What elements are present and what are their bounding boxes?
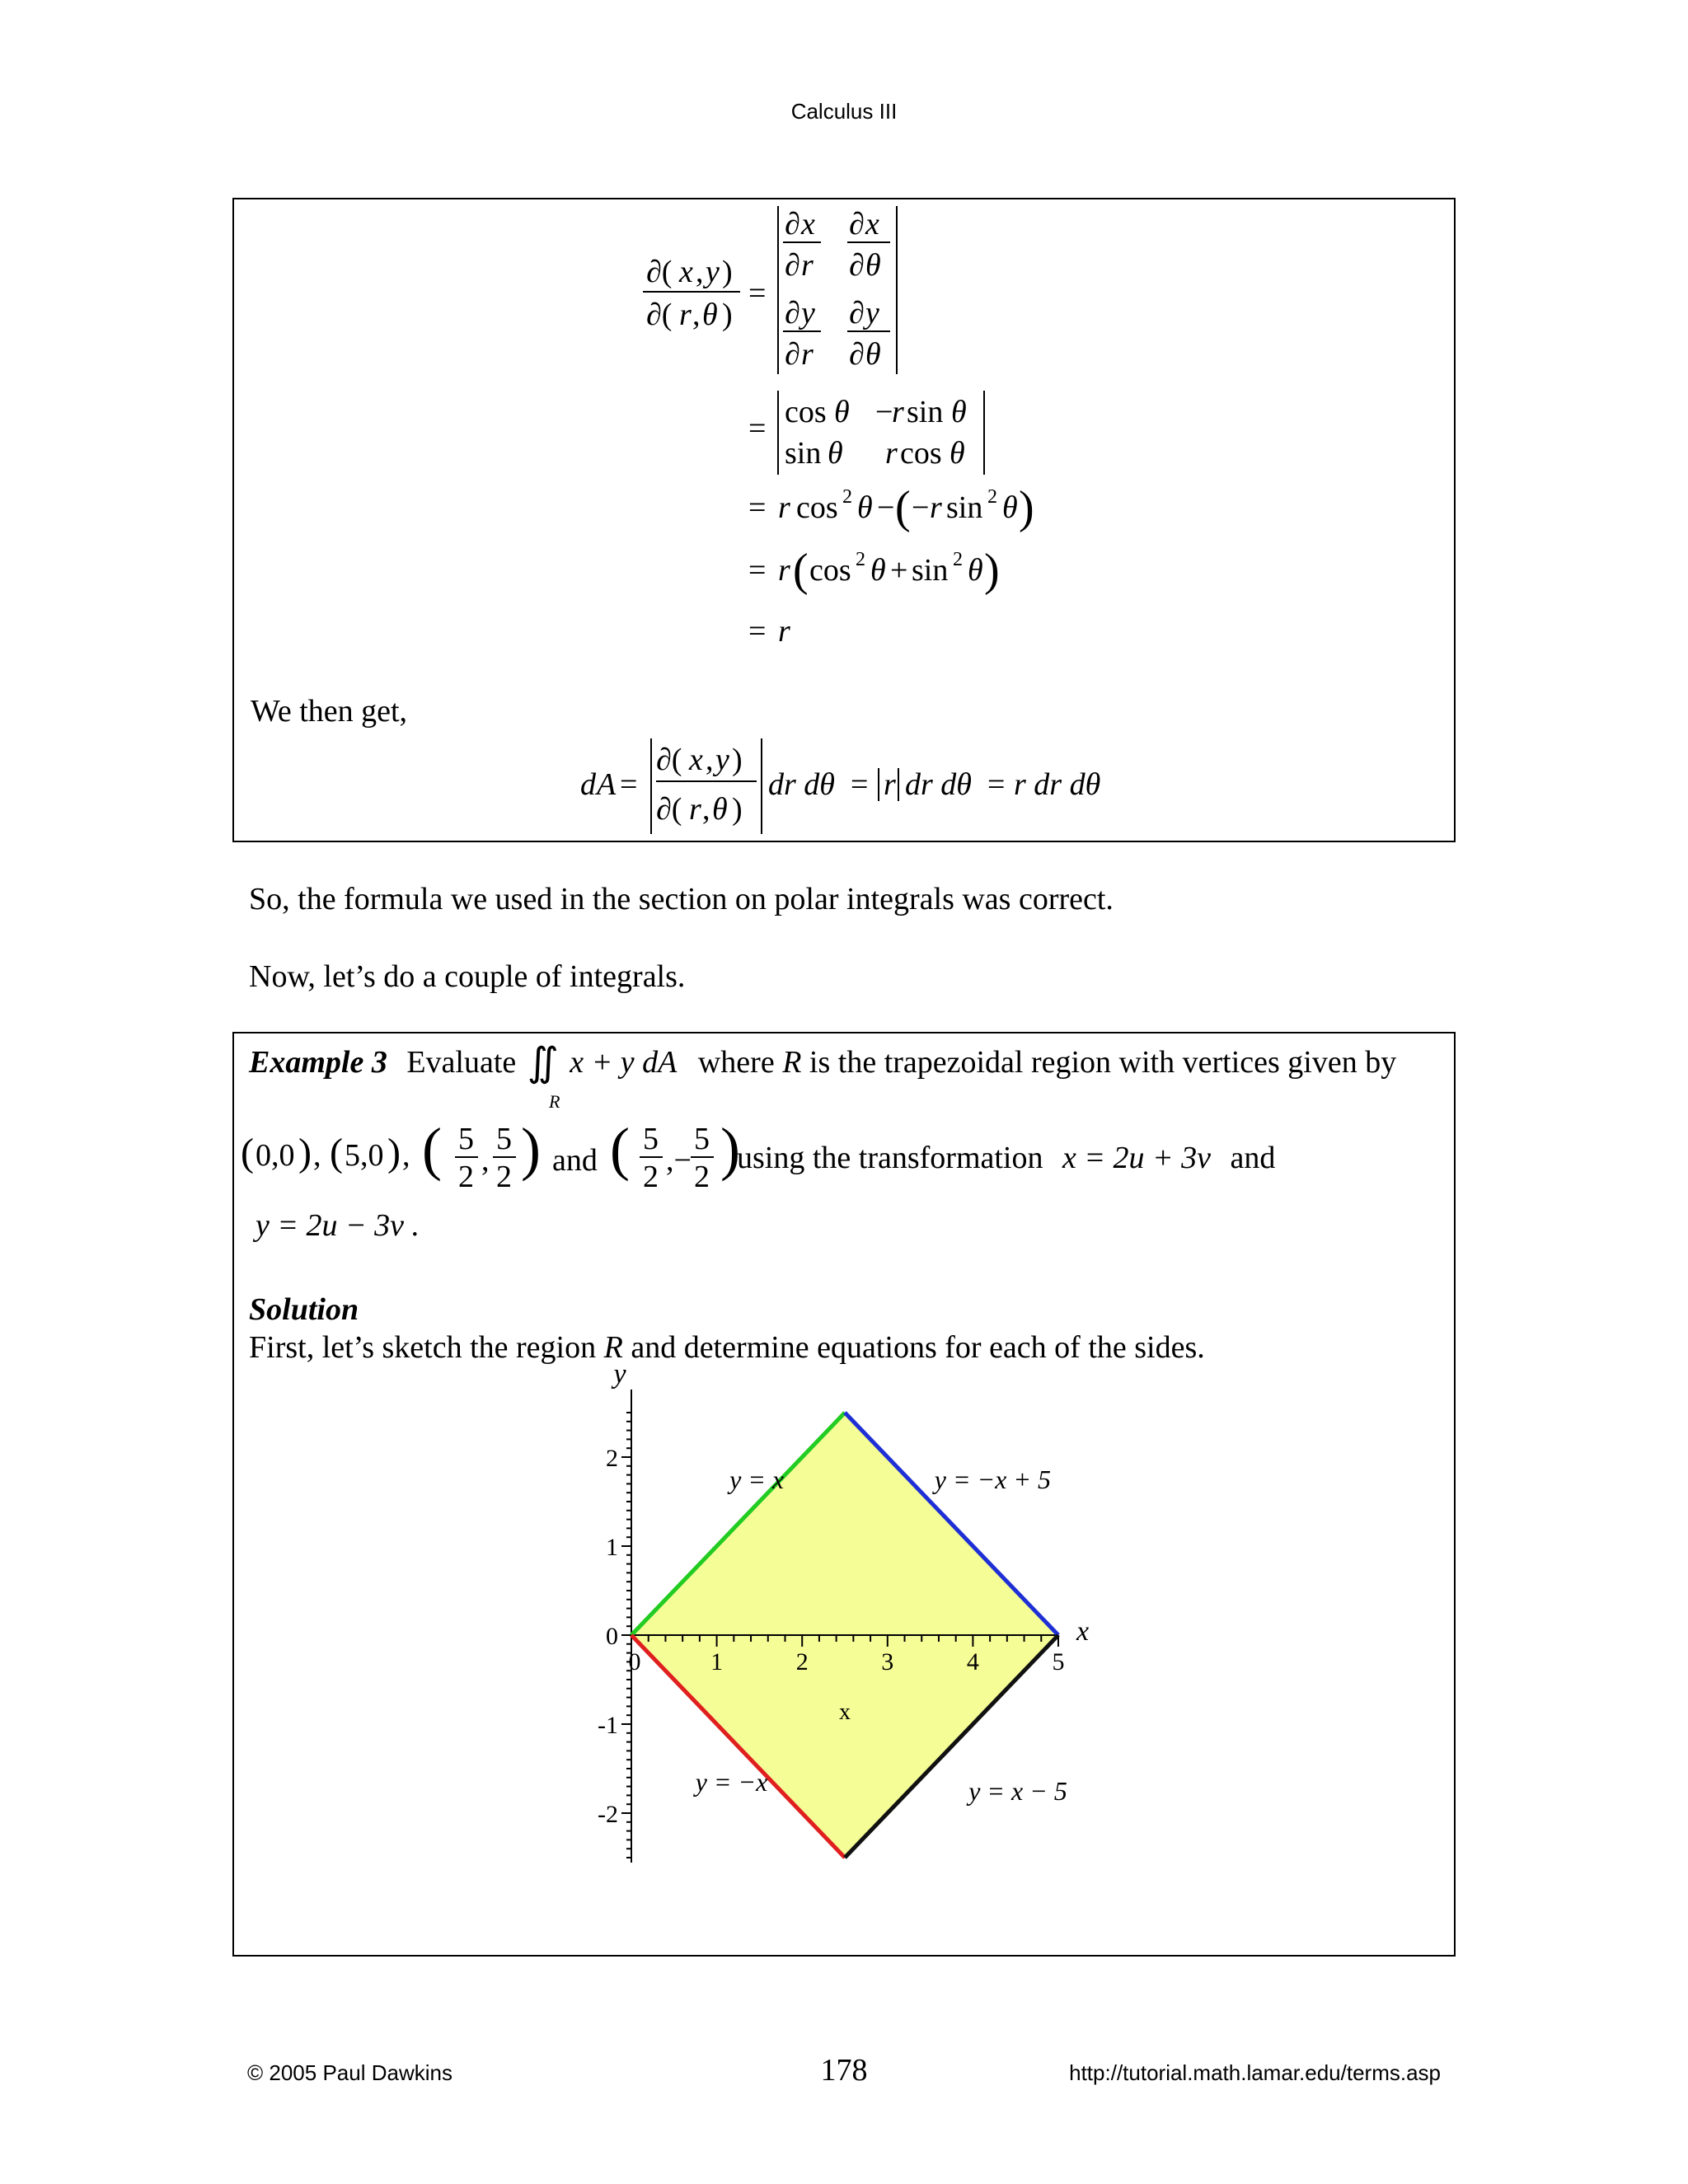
solution-heading: Solution xyxy=(249,1292,359,1327)
svg-text:,: , xyxy=(692,298,701,332)
svg-text:sin: sin xyxy=(785,436,822,471)
svg-text:2: 2 xyxy=(953,549,963,570)
footer-url[interactable]: http://tutorial.math.lamar.edu/terms.asp xyxy=(1069,2060,1441,2085)
x-axis-name: x xyxy=(1076,1616,1090,1647)
svg-text:x: x xyxy=(689,743,703,777)
svg-text:(: ( xyxy=(422,1116,442,1182)
svg-text:2: 2 xyxy=(643,1160,659,1194)
svg-text:): ) xyxy=(732,792,743,827)
svg-text:r: r xyxy=(885,436,898,471)
svg-text:=: = xyxy=(748,490,767,525)
y-axis-name: y xyxy=(613,1359,626,1390)
svg-text:y: y xyxy=(865,296,879,330)
x-tick-label: 5 xyxy=(1052,1648,1065,1675)
svg-text:θ: θ xyxy=(834,395,850,429)
svg-text:θ: θ xyxy=(1002,490,1018,525)
svg-text:=: = xyxy=(748,411,767,446)
svg-text:r: r xyxy=(801,337,814,372)
svg-text:r: r xyxy=(892,395,904,429)
svg-text:r: r xyxy=(679,298,692,332)
paragraph-polar-correct: So, the formula we used in the section on polar integrals was correct. xyxy=(249,882,1114,916)
svg-text:∂(: ∂( xyxy=(656,792,682,827)
svg-text:0,0: 0,0 xyxy=(256,1138,295,1173)
svg-text:r: r xyxy=(689,792,701,827)
svg-text:θ: θ xyxy=(870,553,886,588)
page-header: Calculus III xyxy=(790,99,898,124)
integral-subscript-r: R xyxy=(549,1091,560,1112)
svg-text:=: = xyxy=(748,553,767,588)
svg-text:∂: ∂ xyxy=(849,207,865,241)
where-text: where xyxy=(697,1045,775,1080)
svg-text:2: 2 xyxy=(842,486,852,508)
evaluate-text: Evaluate xyxy=(406,1045,517,1080)
svg-text:−: − xyxy=(875,395,893,429)
svg-text:5: 5 xyxy=(643,1122,659,1156)
y-tick-label: -2 xyxy=(598,1801,618,1828)
svg-text:2: 2 xyxy=(496,1160,512,1194)
svg-text:x: x xyxy=(865,207,879,241)
svg-text:d: d xyxy=(580,767,596,802)
svg-text:x: x xyxy=(801,207,815,241)
svg-text:): ) xyxy=(521,1116,541,1182)
vertices-and-text: and xyxy=(552,1143,598,1178)
using-transformation-text: using the transformation xyxy=(737,1141,1043,1175)
svg-text:=: = xyxy=(851,767,869,802)
svg-text:,: , xyxy=(402,1138,410,1173)
svg-text:y: y xyxy=(801,296,815,330)
svg-text:cos: cos xyxy=(785,395,827,429)
svg-text:r: r xyxy=(778,490,790,525)
svg-text:5: 5 xyxy=(694,1122,710,1156)
svg-text:dr dθ: dr dθ xyxy=(768,767,835,802)
svg-text:∂: ∂ xyxy=(785,248,800,283)
first-text-a: First, let’s sketch the region xyxy=(249,1330,597,1365)
svg-text:r: r xyxy=(884,767,896,802)
first-text-r: R xyxy=(603,1330,623,1365)
svg-text:): ) xyxy=(720,1116,740,1182)
x-equation: x = 2u + 3v xyxy=(1062,1141,1212,1175)
svg-text:(: ( xyxy=(793,545,809,596)
svg-text:∂: ∂ xyxy=(849,248,865,283)
double-integral-sign: ∬ xyxy=(527,1041,559,1085)
svg-text:r: r xyxy=(778,553,790,588)
region-r-text: R xyxy=(782,1045,802,1080)
y-tick-label: 0 xyxy=(606,1623,618,1650)
svg-text:θ: θ xyxy=(712,792,728,827)
svg-text:=: = xyxy=(748,276,767,311)
example-box xyxy=(232,1032,1456,1957)
svg-text:,: , xyxy=(696,255,704,289)
svg-text:=: = xyxy=(620,767,638,802)
svg-text:∂(: ∂( xyxy=(646,298,673,332)
example-label: Example 3 xyxy=(249,1045,387,1080)
svg-text:∂: ∂ xyxy=(849,296,865,330)
first-text-b: and determine equations for each of the sides. xyxy=(631,1330,1205,1365)
svg-text:θ: θ xyxy=(702,298,718,332)
svg-text:(: ( xyxy=(241,1131,254,1174)
svg-text:∂: ∂ xyxy=(785,207,800,241)
svg-text:∂: ∂ xyxy=(785,296,800,330)
svg-text:r: r xyxy=(778,614,790,649)
svg-text:θ: θ xyxy=(865,337,881,372)
svg-text:cos: cos xyxy=(809,553,851,588)
svg-text:): ) xyxy=(722,298,733,332)
svg-text:cos: cos xyxy=(796,490,838,525)
x-tick-label: 1 xyxy=(710,1648,724,1675)
svg-text:): ) xyxy=(732,743,743,777)
svg-text:,: , xyxy=(313,1138,321,1173)
side-label-1: y = x xyxy=(729,1464,785,1494)
svg-text:): ) xyxy=(984,545,1000,596)
svg-text:+: + xyxy=(890,553,908,588)
svg-text:): ) xyxy=(722,255,733,289)
we-then-get-text: We then get, xyxy=(251,694,408,729)
side-label-4: y = x − 5 xyxy=(968,1775,1067,1806)
y-tick-label: 1 xyxy=(606,1534,618,1561)
svg-text:−: − xyxy=(912,490,930,525)
svg-text:=: = xyxy=(748,614,767,649)
x-axis-caption: x xyxy=(839,1699,851,1725)
svg-text:θ: θ xyxy=(865,248,881,283)
footer-page-number: 178 xyxy=(820,2053,868,2088)
svg-text:θ: θ xyxy=(968,553,983,588)
svg-text:−: − xyxy=(877,490,895,525)
svg-text:cos: cos xyxy=(900,436,942,471)
svg-text:y: y xyxy=(706,255,720,289)
svg-text:2: 2 xyxy=(987,486,997,508)
svg-text:dr dθ: dr dθ xyxy=(905,767,972,802)
y-equation: y = 2u − 3v . xyxy=(256,1208,420,1243)
side-label-2: y = −x + 5 xyxy=(934,1464,1051,1494)
side-label-3: y = −x xyxy=(695,1767,768,1797)
svg-text:sin: sin xyxy=(912,553,949,588)
footer-copyright: © 2005 Paul Dawkins xyxy=(247,2060,452,2085)
svg-text:5: 5 xyxy=(496,1122,512,1156)
svg-text:θ: θ xyxy=(857,490,873,525)
svg-text:r: r xyxy=(930,490,942,525)
example-line-1 xyxy=(249,1041,1397,1085)
svg-text:r dr dθ: r dr dθ xyxy=(1014,767,1101,802)
transformation-line xyxy=(737,1139,1275,1177)
svg-text:sin: sin xyxy=(907,395,944,429)
svg-text:∂(: ∂( xyxy=(656,743,682,777)
svg-text:sin: sin xyxy=(946,490,983,525)
svg-text:,: , xyxy=(481,1143,490,1178)
svg-text:r: r xyxy=(801,248,814,283)
svg-text:θ: θ xyxy=(950,436,965,471)
svg-text:y: y xyxy=(715,743,729,777)
svg-text:): ) xyxy=(387,1131,401,1174)
x-tick-label: 2 xyxy=(795,1648,809,1675)
svg-text:(: ( xyxy=(895,482,911,533)
svg-text:∂: ∂ xyxy=(849,337,865,372)
svg-text:,: , xyxy=(702,792,710,827)
svg-text:(: ( xyxy=(610,1116,630,1182)
svg-text:,−: ,− xyxy=(666,1143,692,1178)
svg-text:θ: θ xyxy=(828,436,843,471)
y-tick-label: -1 xyxy=(598,1712,618,1739)
jacobian-math xyxy=(234,199,1454,841)
svg-text:x: x xyxy=(679,255,693,289)
svg-text:5: 5 xyxy=(458,1122,474,1156)
trapezoid-desc-text: is the trapezoidal region with vertices given by xyxy=(809,1045,1397,1080)
paragraph-couple-integrals: Now, let’s do a couple of integrals. xyxy=(249,959,686,994)
svg-text:θ: θ xyxy=(951,395,967,429)
svg-text:2: 2 xyxy=(694,1160,710,1194)
svg-text:∂(: ∂( xyxy=(646,255,673,289)
y-tick-label: 2 xyxy=(606,1445,618,1472)
svg-text:(: ( xyxy=(330,1131,343,1174)
svg-text:∂: ∂ xyxy=(785,337,800,372)
integrand-text: x + y dA xyxy=(570,1045,678,1080)
svg-text:2: 2 xyxy=(856,549,865,570)
solution-first-line xyxy=(249,1329,1205,1366)
svg-text:): ) xyxy=(1019,482,1034,533)
x-tick-label: 4 xyxy=(966,1648,979,1675)
svg-text:,: , xyxy=(706,743,714,777)
x-tick-label: 3 xyxy=(881,1648,894,1675)
svg-text:5,0: 5,0 xyxy=(345,1138,384,1173)
x-tick-label: 0 xyxy=(628,1648,641,1675)
region-chart xyxy=(572,1359,1090,1891)
and-text: and xyxy=(1230,1141,1276,1175)
svg-text:2: 2 xyxy=(458,1160,474,1194)
svg-text:): ) xyxy=(298,1131,312,1174)
svg-text:A: A xyxy=(597,767,617,802)
svg-text:=: = xyxy=(987,767,1006,802)
jacobian-box xyxy=(232,198,1456,842)
